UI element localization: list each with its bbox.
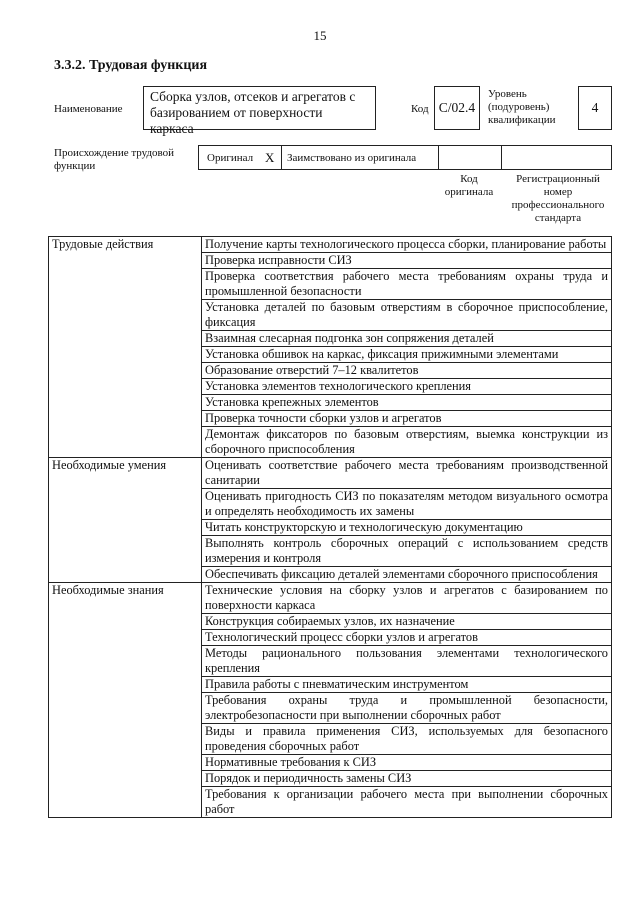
section-item: Оценивать соответствие рабочего места требованиям производственной санитарии [202, 458, 612, 489]
origin-label: Происхождение трудовой функции [54, 147, 175, 172]
section-item: Проверка соответствия рабочего места требованиям охраны труда и промышленной безопасности [202, 269, 612, 300]
section-item: Оценивать пригодность СИЗ по показателям методом визуального осмотра и определять необходимость их замены [202, 489, 612, 520]
section-item: Проверка исправности СИЗ [202, 253, 612, 269]
section-item: Установка элементов технологического крепления [202, 379, 612, 395]
section-item: Установка крепежных элементов [202, 395, 612, 411]
table-row [49, 458, 612, 489]
page-number: 15 [313, 28, 327, 43]
table-row [49, 583, 612, 614]
section-title: Необходимые знания [49, 583, 202, 818]
code-value: С/02.4 [434, 86, 480, 130]
reg-number-label: Регистрационный номер профессионального стандарта [511, 173, 605, 224]
section-title: Необходимые умения [49, 458, 202, 583]
function-table [48, 236, 612, 818]
section-item: Взаимная слесарная подгонка зон сопряжения деталей [202, 331, 612, 347]
name-value: Сборка узлов, отсеков и агрегатов с базированием от поверхности каркаса [143, 86, 376, 130]
section-item: Виды и правила применения СИЗ, используемых для безопасного проведения сборочных работ [202, 724, 612, 755]
code-label: Код [411, 103, 429, 115]
level-value: 4 [578, 86, 612, 130]
section-item: Конструкция собираемых узлов, их назначение [202, 614, 612, 630]
table-row [49, 237, 612, 253]
section-item: Получение карты технологического процесса сборки, планирование работы [202, 237, 612, 253]
section-item: Требования охраны труда и промышленной безопасности, электробезопасности при выполнении сборочных работ [202, 693, 612, 724]
origin-table [198, 145, 612, 170]
section-item: Нормативные требования к СИЗ [202, 755, 612, 771]
level-label: Уровень (подуровень) квалификации [488, 88, 556, 126]
name-label: Наименование [54, 103, 123, 115]
section-item: Демонтаж фиксаторов по базовым отверстиям, выемка конструкции из сборочного приспособления [202, 427, 612, 458]
section-item: Порядок и периодичность замены СИЗ [202, 771, 612, 787]
section-item: Технологический процесс сборки узлов и агрегатов [202, 630, 612, 646]
section-item: Проверка точности сборки узлов и агрегатов [202, 411, 612, 427]
origin-code-label: Код оригинала [444, 173, 494, 198]
section-item: Выполнять контроль сборочных операций с использованием средств измерения и контроля [202, 536, 612, 567]
original-mark: X [265, 150, 275, 165]
section-heading: 3.3.2. Трудовая функция [54, 58, 208, 73]
section-item: Обеспечивать фиксацию деталей элементами сборочного приспособления [202, 567, 612, 583]
section-item: Установка обшивок на каркас, фиксация прижимными элементами [202, 347, 612, 363]
original-label: Оригинал [207, 152, 254, 164]
section-title: Трудовые действия [49, 237, 202, 458]
section-item: Установка деталей по базовым отверстиям в сборочное приспособление, фиксация [202, 300, 612, 331]
section-item: Читать конструкторскую и технологическую документацию [202, 520, 612, 536]
borrowed-label: Заимствовано из оригинала [287, 152, 417, 164]
section-item: Правила работы с пневматическим инструментом [202, 677, 612, 693]
section-item: Методы рационального пользования элементами технологического крепления [202, 646, 612, 677]
section-item: Образование отверстий 7–12 квалитетов [202, 363, 612, 379]
section-item: Технические условия на сборку узлов и агрегатов с базированием по поверхности каркаса [202, 583, 612, 614]
section-item: Требования к организации рабочего места при выполнении сборочных работ [202, 787, 612, 818]
